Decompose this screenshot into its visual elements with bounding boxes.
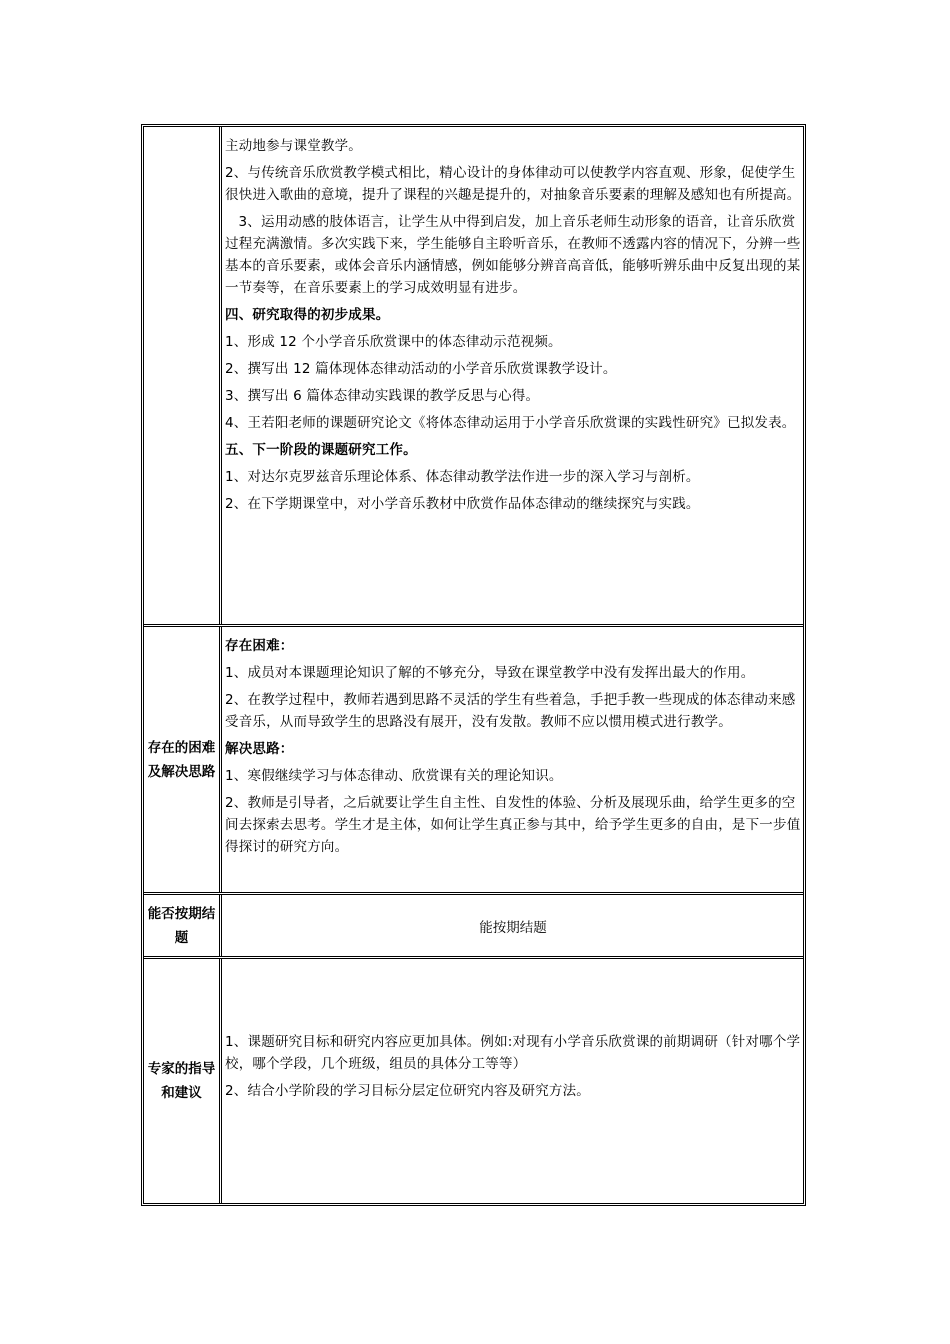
row-completion-label: 能否按期结题 — [144, 895, 222, 956]
paragraph: 2、教师是引导者，之后就要让学生自主性、自发性的体验、分析及展现乐曲，给学生更多的空间去探索去思考。学生才是主体，如何让学生真正参与其中，给予学生更多的自由，是下一步值得探讨的研究方向。 — [225, 795, 801, 855]
row-progress-content — [225, 127, 801, 624]
row-completion-content — [225, 895, 801, 956]
completion-value: 能按期结题 — [479, 919, 547, 936]
paragraph: 2、撰写出 12 篇体现体态律动活动的小学音乐欣赏课教学设计。 — [225, 361, 617, 377]
row-expert-advice — [144, 956, 803, 1203]
paragraph: 主动地参与课堂教学。 — [225, 138, 362, 154]
paragraph: 3、撰写出 6 篇体态律动实践课的教学反思与心得。 — [225, 388, 540, 404]
paragraph: 1、成员对本课题理论知识了解的不够充分，导致在课堂教学中没有发挥出最大的作用。 — [225, 665, 755, 681]
paragraph: 2、与传统音乐欣赏教学模式相比，精心设计的身体律动可以使教学内容直观、形象，促使学生很快进入歌曲的意境，提升了课程的兴趣是提升的，对抽象音乐要素的理解及感知也有所提高。 — [225, 165, 801, 203]
row-progress-label — [144, 127, 222, 624]
paragraph: 2、结合小学阶段的学习目标分层定位研究内容及研究方法。 — [225, 1083, 590, 1099]
section-heading: 五、下一阶段的课题研究工作。 — [225, 442, 417, 458]
section-heading: 四、研究取得的初步成果。 — [225, 307, 390, 323]
row-difficulties-content — [225, 627, 801, 892]
row-completion — [144, 892, 803, 956]
paragraph: 2、在下学期课堂中，对小学音乐教材中欣赏作品体态律动的继续探究与实践。 — [225, 496, 700, 512]
paragraph: 1、形成 12 个小学音乐欣赏课中的体态律动示范视频。 — [225, 334, 562, 350]
row-progress — [144, 127, 803, 624]
paragraph: 4、王若阳老师的课题研究论文《将体态律动运用于小学音乐欣赏课的实践性研究》已拟发表。 — [225, 415, 796, 431]
section-heading: 解决思路： — [225, 741, 294, 757]
paragraph: 2、在教学过程中，教师若遇到思路不灵活的学生有些着急，手把手教一些现成的体态律动来感受音乐，从而导致学生的思路没有展开，没有发散。教师不应以惯用模式进行教学。 — [225, 692, 796, 730]
paragraph: 1、对达尔克罗兹音乐理论体系、体态律动教学法作进一步的深入学习与剖析。 — [225, 469, 700, 485]
row-difficulties — [144, 624, 803, 892]
paragraph: 3、运用动感的肢体语言，让学生从中得到启发，加上音乐老师生动形象的语音，让音乐欣赏过程充满激情。多次实践下来，学生能够自主聆听音乐，在教师不透露内容的情况下，分辨一些基本的音乐要素，或体会音乐内涵情感，例如能够分辨音高音低，能够听辨乐曲中反复出现的某一节奏等，在音乐要素上的学习成效明显有进步。 — [225, 214, 801, 296]
paragraph: 1、寒假继续学习与体态律动、欣赏课有关的理论知识。 — [225, 768, 563, 784]
report-table — [141, 124, 806, 1206]
row-difficulties-label: 存在的困难及解决思路 — [144, 627, 222, 892]
section-heading: 存在困难： — [225, 638, 294, 654]
row-expert-advice-label: 专家的指导和建议 — [144, 959, 222, 1203]
row-expert-advice-content — [225, 959, 801, 1203]
paragraph: 1、课题研究目标和研究内容应更加具体。例如:对现有小学音乐欣赏课的前期调研（针对哪个学校，哪个学段，几个班级，组员的具体分工等等） — [225, 1034, 801, 1072]
